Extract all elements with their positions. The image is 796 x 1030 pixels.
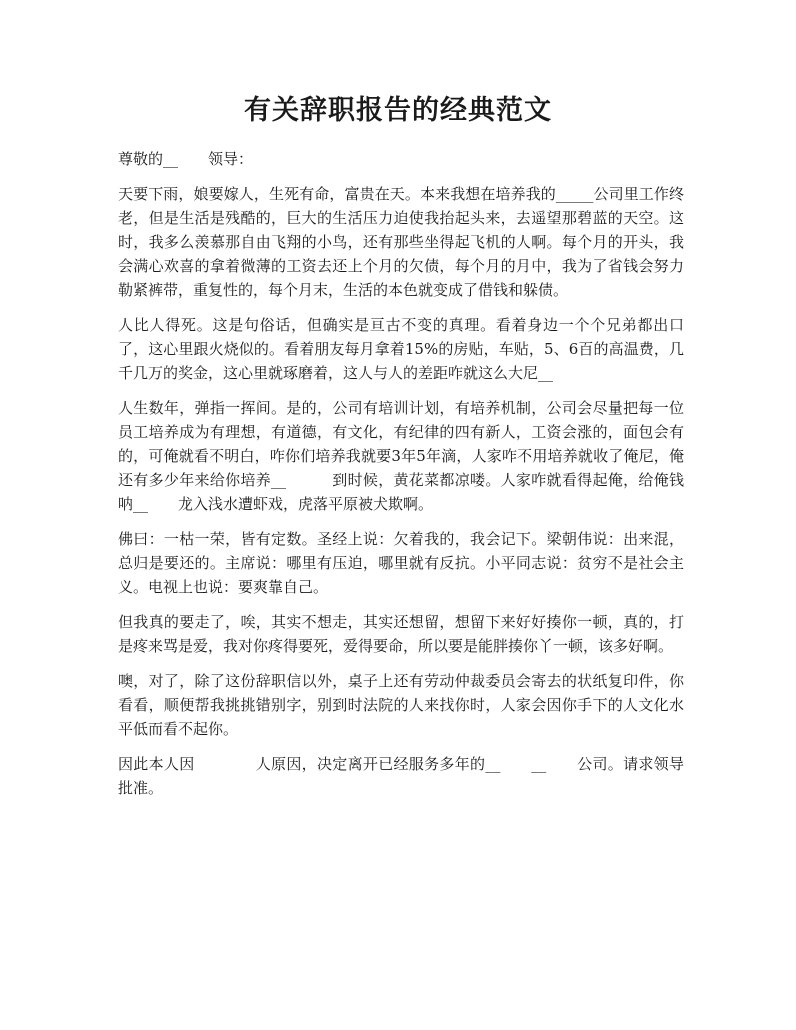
document-body [118, 147, 684, 811]
paragraph-6: 噢，对了，除了这份辞职信以外，桌子上还有劳动仲裁委员会寄去的状纸复印件，你看看，顺便帮我挑挑错别字，别到时法院的人来找你时，人家会因你手下的人文化水平低而看不起你。 [118, 672, 684, 738]
paragraph-5: 但我真的要走了，唉，其实不想走，其实还想留，想留下来好好揍你一顿，真的，打是疼来骂是爱，我对你疼得要死，爱得要命，所以要是能胖揍你丫一顿，该多好啊。 [118, 613, 684, 655]
document-title: 有关辞职报告的经典范文 [244, 95, 552, 126]
paragraph-3: 人生数年，弹指一挥间。是的，公司有培训计划，有培养机制，公司会尽量把每一位员工培养成为有理想，有道德，有文化，有纪律的四有新人，工资会涨的，面包会有的，可俺就看不明白，咋你们培养我就要3年5年滴，人家咋不用培养就收了俺尼，俺还有多少年来给你培养__ 到时候，黄花菜都凉喽。人家咋就看得起俺，给俺钱呐__ 龙入浅水遭虾戏，虎落平原被犬欺啊。 [118, 399, 684, 513]
paragraph-4: 佛曰：一枯一荣，皆有定数。圣经上说：欠着我的，我会记下。梁朝伟说：出来混，总归是要还的。主席说：哪里有压迫，哪里就有反抗。小平同志说：贫穷不是社会主义。电视上也说：要爽靠自己。 [118, 530, 684, 596]
salutation: 尊敬的__ 领导： [118, 150, 254, 168]
paragraph-7: 因此本人因 人原因，决定离开已经服务多年的__ __ 公司。请求领导批准。 [118, 755, 684, 797]
paragraph-2: 人比人得死。这是句俗话，但确实是亘古不变的真理。看着身边一个个兄弟都出口了，这心里跟火烧似的。看着朋友每月拿着15%的房贴，车贴，5、6百的高温费，几千几万的奖金，这心里就琢磨着，这人与人的差距咋就这么大尼__ [118, 316, 684, 382]
paragraph-1: 天要下雨，娘要嫁人，生死有命，富贵在天。本来我想在培养我的_____公司里工作终老，但是生活是残酷的，巨大的生活压力迫使我抬起头来，去遥望那碧蓝的天空。这时，我多么羡慕那自由飞翔的小鸟，还有那些坐得起飞机的人啊。每个月的开头，我会满心欢喜的拿着微薄的工资去还上个月的欠债，每个月的月中，我为了省钱会努力勒紧裤带，重复性的，每个月末，生活的本色就变成了借钱和躲债。 [118, 185, 684, 299]
